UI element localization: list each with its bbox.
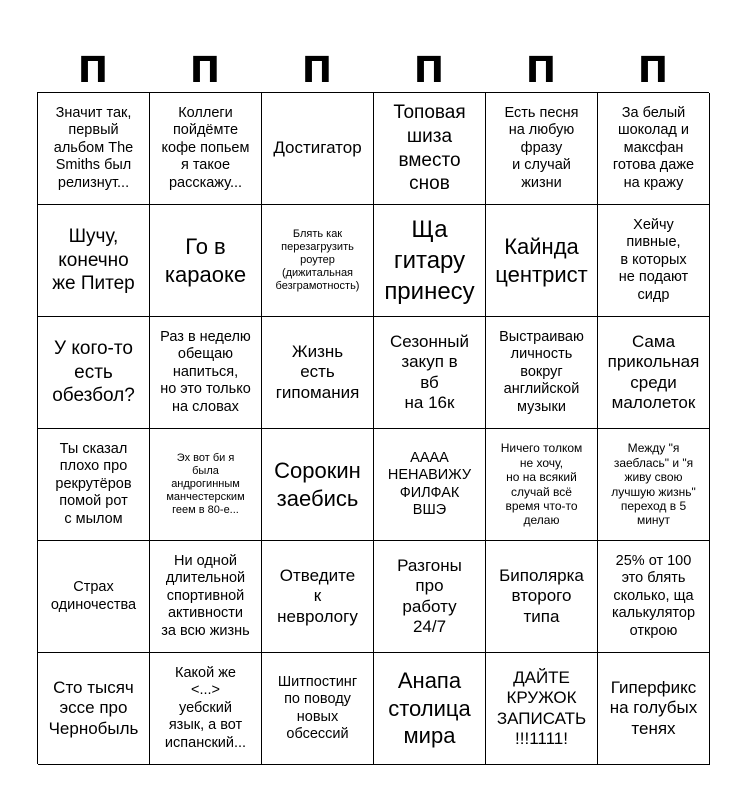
bingo-grid [37, 92, 709, 764]
bingo-cell[interactable]: Кайнда центрист [486, 205, 598, 317]
bingo-cell[interactable]: Ты сказал плохо про рекрутёров помой рот с мылом [38, 429, 150, 541]
header-letter: П [525, 49, 557, 91]
bingo-cell[interactable]: Топовая шиза вместо снов [374, 93, 486, 205]
bingo-cell[interactable]: Значит так, первый альбом The Smiths был релизнут... [38, 93, 150, 205]
bingo-cell[interactable]: Хейчу пивные, в которых не подают сидр [598, 205, 710, 317]
bingo-cell[interactable]: Отведите к неврологу [262, 541, 374, 653]
bingo-cell[interactable]: Сто тысяч эссе про Чернобыль [38, 653, 150, 765]
bingo-cell[interactable]: Го в караоке [150, 205, 262, 317]
bingo-cell[interactable]: Биполярка второго типа [486, 541, 598, 653]
bingo-cell[interactable]: Есть песня на любую фразу и случай жизни [486, 93, 598, 205]
bingo-cell[interactable]: Выстраиваю личность вокруг английской музыки [486, 317, 598, 429]
header-letter: П [301, 49, 333, 91]
bingo-cell[interactable]: Эх вот би я была андрогинным манчестерским геем в 80-е... [150, 429, 262, 541]
bingo-cell[interactable]: Достигатор [262, 93, 374, 205]
bingo-cell[interactable]: Сезонный закуп в вб на 16к [374, 317, 486, 429]
bingo-cell[interactable]: У кого-то есть обезбол? [38, 317, 150, 429]
bingo-cell[interactable]: Раз в неделю обещаю напиться, но это только на словах [150, 317, 262, 429]
bingo-cell[interactable]: Между "я заеблась" и "я живу свою лучшую жизнь" переход в 5 минут [598, 429, 710, 541]
bingo-cell[interactable]: 25% от 100 это блять сколько, ща калькулятор открою [598, 541, 710, 653]
bingo-cell[interactable]: ДАЙТЕ КРУЖОК ЗАПИСАТЬ !!!1111! [486, 653, 598, 765]
bingo-cell[interactable]: Ни одной длительной спортивной активности за всю жизнь [150, 541, 262, 653]
bingo-cell[interactable]: Ничего толком не хочу, но на всякий случай всё время что-то делаю [486, 429, 598, 541]
bingo-cell[interactable]: Гиперфикс на голубых тенях [598, 653, 710, 765]
bingo-cell[interactable]: АААА НЕНАВИЖУ ФИЛФАК ВШЭ [374, 429, 486, 541]
bingo-cell[interactable]: Шучу, конечно же Питер [38, 205, 150, 317]
bingo-cell[interactable]: Анапа столица мира [374, 653, 486, 765]
header-letter: П [189, 49, 221, 91]
bingo-cell[interactable]: Шитпостинг по поводу новых обсессий [262, 653, 374, 765]
bingo-cell[interactable]: Страх одиночества [38, 541, 150, 653]
bingo-cell[interactable]: Сама прикольная среди малолеток [598, 317, 710, 429]
bingo-cell[interactable]: За белый шоколад и максфан готова даже на кражу [598, 93, 710, 205]
bingo-cell[interactable]: Жизнь есть гипомания [262, 317, 374, 429]
bingo-cell[interactable]: Коллеги пойдёмте кофе попьем я такое расскажу... [150, 93, 262, 205]
bingo-cell[interactable]: Блять как перезагрузить роутер (дижитальная безграмотность) [262, 205, 374, 317]
header-letter: П [413, 49, 445, 91]
bingo-cell[interactable]: Ща гитару принесу [374, 205, 486, 317]
header-letter: П [77, 49, 109, 91]
bingo-cell[interactable]: Сорокин заебись [262, 429, 374, 541]
header-letter: П [637, 49, 669, 91]
bingo-cell[interactable]: Какой же <...> уебский язык, а вот испанский... [150, 653, 262, 765]
bingo-header [37, 48, 709, 92]
bingo-cell[interactable]: Разгоны про работу 24/7 [374, 541, 486, 653]
